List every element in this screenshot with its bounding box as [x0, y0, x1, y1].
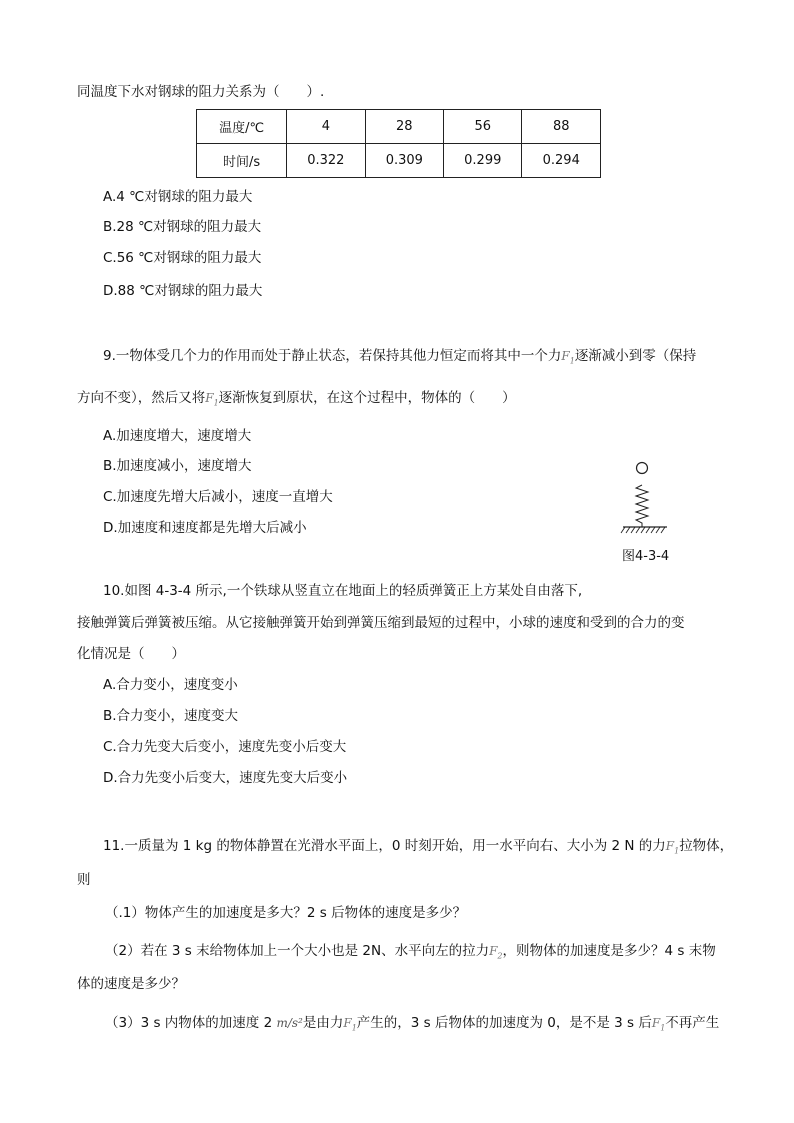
table-cell: 0.309 [365, 144, 443, 178]
q9-option-d: D.加速度和速度都是先增大后减小 [103, 520, 307, 536]
force-f1-symbol: $F_1$ [561, 349, 575, 366]
q8-option-a: A.4 ℃对钢球的阻力最大 [103, 189, 253, 205]
q8-option-d: D.88 ℃对钢球的阻力最大 [103, 283, 263, 299]
q9-stem-text: 逐渐减小到零（保持 [574, 348, 697, 364]
q11-stem-text: 拉物体， [679, 838, 734, 854]
table-cell: 4 [287, 110, 365, 144]
q8-option-c: C.56 ℃对钢球的阻力最大 [103, 250, 262, 266]
q11-stem-line1 [103, 837, 733, 860]
q11-part2-line2: 体的速度是多少？ [77, 976, 185, 992]
q9-option-c: C.加速度先增大后减小，速度一直增大 [103, 489, 333, 505]
force-f1-symbol: $F_1$ [651, 1016, 666, 1033]
q11-part3-text: 不再产生 [665, 1015, 720, 1031]
table-header-temperature: 温度/℃ [197, 110, 287, 144]
q11-part2-text: ，则物体的加速度是多少？4 s 末物 [502, 943, 716, 959]
q9-stem-text: 逐渐恢复到原状，在这个过程中，物体的（ ） [218, 390, 516, 406]
figure-caption: 图4-3-4 [622, 549, 670, 564]
force-f1-symbol: $F_1$ [205, 391, 219, 408]
table-cell: 0.299 [444, 144, 522, 178]
q10-option-a: A.合力变小，速度变小 [103, 677, 238, 693]
table-cell: 88 [522, 110, 601, 144]
q9-stem-line1 [103, 347, 696, 370]
q11-part2-line1 [105, 942, 716, 965]
q9-option-a: A.加速度增大，速度增大 [103, 428, 252, 444]
table-cell: 0.294 [522, 144, 601, 178]
q10-option-c: C.合力先变大后变小，速度先变小后变大 [103, 739, 347, 755]
force-f1-symbol: $F_1$ [665, 839, 680, 856]
spring-icon [636, 485, 648, 527]
ground-hatch [621, 527, 665, 533]
q11-part3-text: 是由力 [302, 1015, 344, 1031]
q8-option-b: B.28 ℃对钢球的阻力最大 [103, 219, 262, 235]
q10-stem-line3: 化情况是（ ） [77, 646, 185, 662]
force-f1-symbol: $F_1$ [343, 1016, 357, 1033]
q11-stem-line2: 则 [77, 872, 91, 888]
q11-stem-text: 11.一质量为 1 kg 的物体静置在光滑水平面上，0 时刻开始，用一水平向右、大小为 2 N 的力 [103, 838, 666, 854]
q9-option-b: B.加速度减小，速度增大 [103, 458, 252, 474]
q11-part3-text: （3）3 s 内物体的加速度 2 [105, 1015, 277, 1031]
table-row [197, 144, 601, 178]
q11-part3-line1 [105, 1014, 719, 1037]
q11-part3-text: 产生的，3 s 后物体的加速度为 0，是不是 3 s 后 [356, 1015, 652, 1031]
table-header-time: 时间/s [197, 144, 287, 178]
q11-part2-text: （2）若在 3 s 末给物体加上一个大小也是 2N、水平向左的拉力 [105, 943, 490, 959]
q10-option-b: B.合力变小，速度变大 [103, 708, 239, 724]
q10-stem-line1: 10.如图 4-3-4 所示,一个铁球从竖直立在地面上的轻质弹簧正上方某处自由落下, [103, 583, 583, 599]
table-cell: 0.322 [287, 144, 365, 178]
q10-stem-line2: 接触弹簧后弹簧被压缩。从它接触弹簧开始到弹簧压缩到最短的过程中，小球的速度和受到的合力的变 [77, 615, 685, 631]
q9-stem-text: 9.一物体受几个力的作用而处于静止状态，若保持其他力恒定而将其中一个力 [103, 348, 562, 364]
ball-icon [637, 463, 648, 474]
q10-option-d: D.合力先变小后变大，速度先变大后变小 [103, 770, 348, 786]
acceleration-unit: m/s² [276, 1016, 303, 1030]
table-row [197, 110, 601, 144]
temperature-time-table [196, 109, 601, 178]
q9-stem-text: 方向不变），然后又将 [77, 390, 206, 406]
table-cell: 28 [365, 110, 443, 144]
force-f2-symbol: $F_2$ [489, 944, 503, 961]
q8-stem: 同温度下水对钢球的阻力关系为（ ）. [77, 84, 325, 100]
q11-part1: （.1）物体产生的加速度是多大？2 s 后物体的速度是多少？ [105, 905, 467, 921]
q9-stem-line2 [77, 389, 516, 412]
table-cell: 56 [444, 110, 522, 144]
